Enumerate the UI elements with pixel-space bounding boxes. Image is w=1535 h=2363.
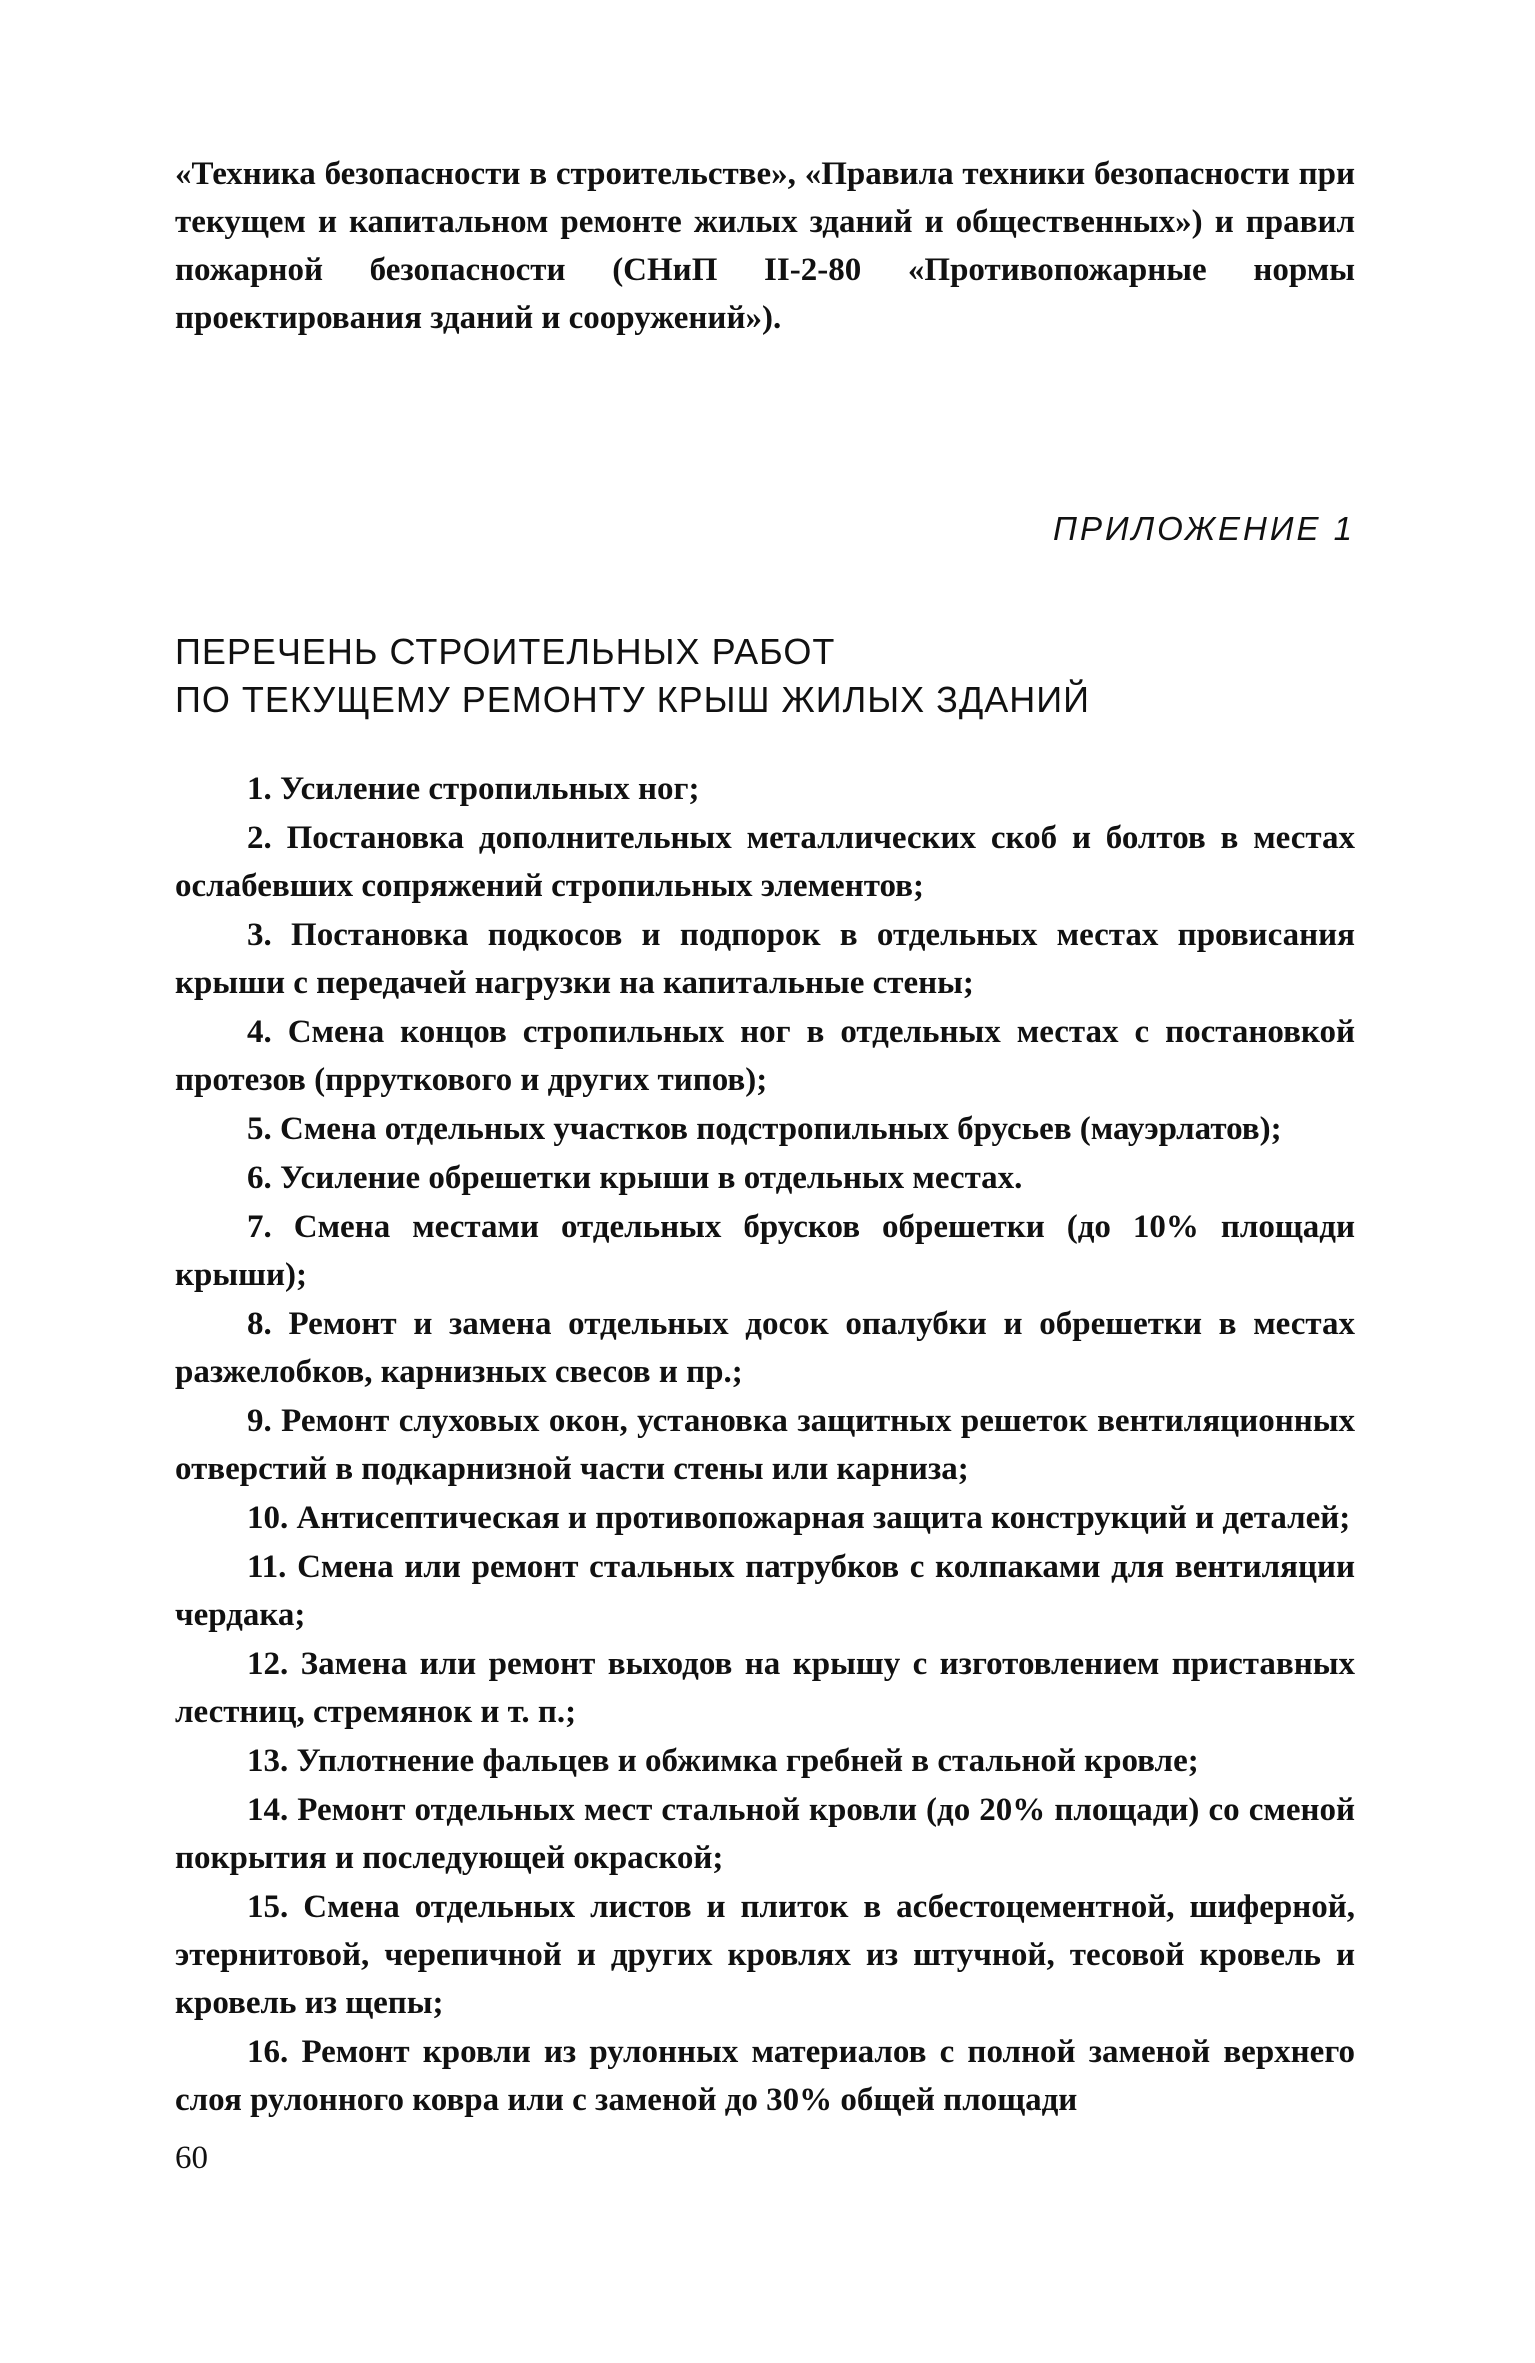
list-item: 12. Замена или ремонт выходов на крышу с изготовлением приставных лестниц, стремянок и т. п.; [175,1646,1355,1730]
list-item: 1. Усиление стропильных ног; [247,771,700,807]
list-item: 13. Уплотнение фальцев и обжимка гребней в стальной кровле; [247,1743,1199,1779]
list-item: 5. Смена отдельных участков подстропильных брусьев (мауэрлатов); [247,1111,1282,1147]
list-item: 10. Антисептическая и противопожарная защита конструкций и деталей; [247,1500,1351,1536]
work-items-list [175,765,1355,2125]
list-item: 3. Постановка подкосов и подпорок в отдельных местах провисания крыши с передачей нагрузки на капитальные стены; [175,917,1355,1001]
page-number: 60 [175,2140,208,2176]
list-item: 4. Смена концов стропильных ног в отдельных местах с постановкой протезов (прруткового и других типов); [175,1014,1355,1098]
list-item: 16. Ремонт кровли из рулонных материалов с полной заменой верхнего слоя рулонного ковра или с заменой до 30% общей площади [175,2034,1355,2118]
list-item: 14. Ремонт отдельных мест стальной кровли (до 20% площади) со сменой покрытия и последующей окраской; [175,1792,1355,1876]
list-item: 11. Смена или ремонт стальных патрубков с колпаками для вентиляции чердака; [175,1549,1355,1633]
list-item: 6. Усиление обрешетки крыши в отдельных местах. [247,1160,1023,1196]
heading-line-1: ПЕРЕЧЕНЬ СТРОИТЕЛЬНЫХ РАБОТ [175,631,836,672]
list-item: 2. Постановка дополнительных металлических скоб и болтов в местах ослабевших сопряжений стропильных элементов; [175,820,1355,904]
list-item: 15. Смена отдельных листов и плиток в асбестоцементной, шиферной, этернитовой, черепичной и других кровлях из штучной, тесовой кровель и кровель из щепы; [175,1889,1355,2021]
intro-paragraph: «Техника безопасности в строительстве», «Правила техники безопасности при текущем и капитальном ремонте жилых зданий и общественных») и правил пожарной безопасности (СНиП II-2-80 «Противопожарные нормы проектирования зданий и сооружений»). [175,156,1355,336]
list-item: 9. Ремонт слуховых окон, установка защитных решеток вентиляционных отверстий в подкарнизной части стены или карниза; [175,1403,1355,1487]
heading-line-2: ПО ТЕКУЩЕМУ РЕМОНТУ КРЫШ ЖИЛЫХ ЗДАНИЙ [175,679,1090,720]
appendix-label: ПРИЛОЖЕНИЕ 1 [1053,510,1355,547]
list-item: 8. Ремонт и замена отдельных досок опалубки и обрешетки в местах разжелобков, карнизных свесов и пр.; [175,1306,1355,1390]
list-item: 7. Смена местами отдельных брусков обрешетки (до 10% площади крыши); [175,1209,1355,1293]
section-heading [175,628,1355,724]
